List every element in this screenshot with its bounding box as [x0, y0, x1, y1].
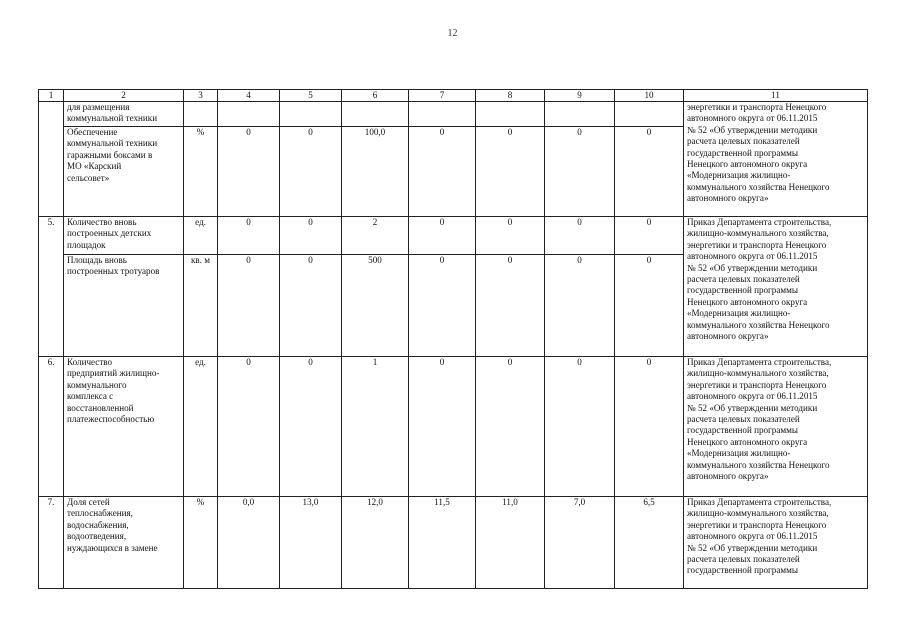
- row-number: 7.: [39, 497, 64, 589]
- value-cell: 0: [615, 127, 684, 217]
- value-cell: 0: [409, 127, 476, 217]
- value-cell: 0: [476, 127, 545, 217]
- source-document: Приказ Департамента строительства, жилищно-коммунального хозяйства, энергетики и транспорта Ненецкого автономного округа от 06.11.2015 № 52 «Об утверждении методики расчета целевых показателей государственной программы: [687, 497, 832, 576]
- header-row: [39, 90, 868, 102]
- indicator-name: Площадь вновь построенных тротуаров: [67, 255, 160, 277]
- table-row: [39, 497, 868, 589]
- unit-cell: %: [184, 497, 218, 589]
- value-cell: 100,0: [342, 127, 409, 217]
- value-cell: 0: [280, 217, 342, 255]
- value-cell: 0: [545, 217, 615, 255]
- value-cell: 1: [342, 357, 409, 497]
- value-cell: 0: [615, 217, 684, 255]
- unit-cell: %: [184, 127, 218, 217]
- row-number: 6.: [39, 357, 64, 497]
- indicator-name: Количество вновь построенных детских площадок: [67, 217, 152, 250]
- header-cell: 5: [280, 90, 342, 102]
- value-cell: 0: [280, 127, 342, 217]
- header-cell: 1: [39, 90, 64, 102]
- value-cell: 0: [545, 127, 615, 217]
- header-cell: 6: [342, 90, 409, 102]
- value-cell: 11,5: [409, 497, 476, 589]
- value-cell: 0,0: [218, 497, 280, 589]
- value-cell: 12,0: [342, 497, 409, 589]
- value-cell: 2: [342, 217, 409, 255]
- indicator-name: Количество предприятий жилищно- коммунального комплекса с восстановленной платежеспособностью: [67, 357, 160, 425]
- indicator-name: Доля сетей теплоснабжения, водоснабжения, водоотведения, нуждающихся в замене: [67, 497, 158, 553]
- table-row: [39, 102, 868, 127]
- value-cell: 6,5: [615, 497, 684, 589]
- value-cell: 0: [409, 255, 476, 357]
- value-cell: 13,0: [280, 497, 342, 589]
- header-cell: 11: [684, 90, 868, 102]
- header-cell: 3: [184, 90, 218, 102]
- indicator-name: Обеспечение коммунальной техники гаражными боксами в МО «Карский сельсовет»: [67, 127, 158, 183]
- value-cell: 0: [280, 255, 342, 357]
- unit-cell: ед.: [184, 357, 218, 497]
- unit-cell: ед.: [184, 217, 218, 255]
- row-number-cell: [39, 102, 64, 217]
- value-cell: 0: [615, 255, 684, 357]
- value-cell: 0: [218, 217, 280, 255]
- value-cell: 11,0: [476, 497, 545, 589]
- header-cell: 4: [218, 90, 280, 102]
- header-cell: 9: [545, 90, 615, 102]
- value-cell: 7,0: [545, 497, 615, 589]
- table-row: [39, 217, 868, 255]
- indicator-name: для размещения коммунальной техники: [67, 102, 158, 124]
- value-cell: 0: [218, 357, 280, 497]
- value-cell: 0: [218, 255, 280, 357]
- value-cell: 0: [545, 255, 615, 357]
- row-number: 5.: [39, 217, 64, 357]
- source-document: энергетики и транспорта Ненецкого автономного округа от 06.11.2015 № 52 «Об утверждении методики расчета целевых показателей государственной программы Ненецкого автономного округа «Модернизация жилищно- коммунального хозяйства Ненецкого автономного округа»: [687, 102, 830, 204]
- source-document: Приказ Департамента строительства, жилищно-коммунального хозяйства, энергетики и транспорта Ненецкого автономного округа от 06.11.2015 № 52 «Об утверждении методики расчета целевых показателей государственной программы Ненецкого автономного округа «Модернизация жилищно- коммунального хозяйства Ненецкого автономного округа»: [687, 357, 832, 482]
- value-cell: 0: [409, 217, 476, 255]
- value-cell: 0: [476, 217, 545, 255]
- page-number: 12: [447, 28, 458, 39]
- value-cell: 0: [218, 127, 280, 217]
- header-cell: 2: [64, 90, 184, 102]
- header-cell: 10: [615, 90, 684, 102]
- value-cell: 0: [615, 357, 684, 497]
- indicators-table: [38, 89, 868, 589]
- header-cell: 7: [409, 90, 476, 102]
- value-cell: 0: [476, 255, 545, 357]
- table-row: [39, 357, 868, 497]
- value-cell: 0: [409, 357, 476, 497]
- header-cell: 8: [476, 90, 545, 102]
- unit-cell: кв. м: [184, 255, 218, 357]
- source-document: Приказ Департамента строительства, жилищно-коммунального хозяйства, энергетики и транспорта Ненецкого автономного округа от 06.11.2015 № 52 «Об утверждении методики расчета целевых показателей государственной программы Ненецкого автономного округа «Модернизация жилищно- коммунального хозяйства Ненецкого автономного округа»: [687, 217, 832, 342]
- value-cell: 0: [476, 357, 545, 497]
- value-cell: 0: [280, 357, 342, 497]
- value-cell: 0: [545, 357, 615, 497]
- value-cell: 500: [342, 255, 409, 357]
